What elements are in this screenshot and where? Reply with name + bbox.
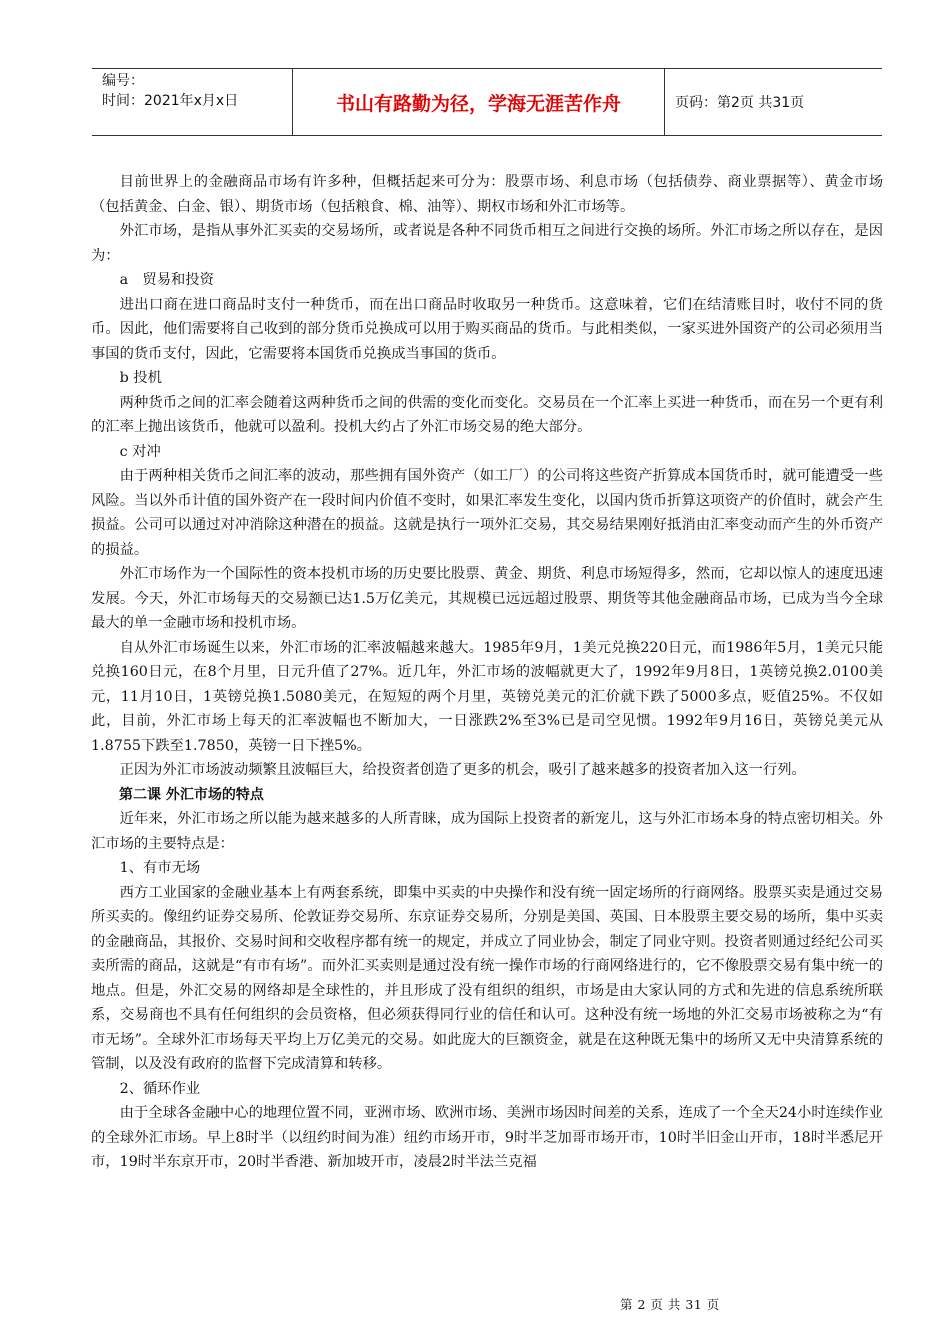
paragraph: 西方工业国家的金融业基本上有两套系统，即集中买卖的中央操作和没有统一固定场所的行商网络。股票买卖是通过交易所买卖的。像纽约证券交易所、伦敦证券交易所、东京证券交易所，分别是美国、英国、日本股票主要交易的场所，集中买卖的金融商品，其报价、交易时间和交收程序都有统一的规定，并成立了同业协会，制定了同业守则。投资者则通过经纪公司买卖所需的商品，这就是“有市有场”。而外汇买卖则是通过没有统一操作市场的行商网络进行的，它不像股票交易有集中统一的地点。但是，外汇交易的网络却是全球性的，并且形成了没有组织的组织，市场是由大家认同的方式和先进的信息系统所联系，交易商也不具有任何组织的会员资格，但必须获得同行业的信任和认可。这种没有统一场地的外汇交易市场被称之为“有市无场”。全球外汇市场每天平均上万亿美元的交易。如此庞大的巨额资金，就是在这种既无集中的场所又无中央清算系统的管制，以及没有政府的监督下完成清算和转移。 [91, 884, 883, 1072]
subsection-label: 1、有市无场 [119, 860, 201, 876]
page-footer: 第 2 页 共 31 页 [620, 1297, 720, 1312]
header-meta [92, 69, 292, 135]
paragraph: 进出口商在进口商品时支付一种货币，而在出口商品时收取另一种货币。这意味着，它们在结清账目时，收付不同的货币。因此，他们需要将自己收到的部分货币兑换成可以用于购买商品的货币。与此相类似，一家买进外国资产的公司必须用当事国的货币支付，因此，它需要将本国货币兑换成当事国的货币。 [91, 296, 883, 362]
paragraph: 外汇市场作为一个国际性的资本投机市场的历史要比股票、黄金、期货、利息市场短得多，然而，它却以惊人的速度迅速发展。今天，外汇市场每天的交易额已达1.5万亿美元，其规模已远远超过股票、期货等其他金融商品市场，已成为当今全球最大的单一金融市场和投机市场。 [91, 566, 883, 631]
paragraph: 由于两种相关货币之间汇率的波动，那些拥有国外资产（如工厂）的公司将这些资产折算成本国货币时，就可能遭受一些风险。当以外币计值的国外资产在一段时间内价值不变时，如果汇率发生变化，以国内货币折算这项资产的价值时，就会产生损益。公司可以通过对冲消除这种潜在的损益。这就是执行一项外汇交易，其交易结果刚好抵消由汇率变动而产生的外币资产的损益。 [91, 468, 883, 558]
subsection-label: 2、循环作业 [119, 1080, 201, 1097]
document-body [91, 170, 883, 1175]
number-label: 编号： [102, 73, 144, 89]
lesson-heading: 第二课 外汇市场的特点 [119, 786, 264, 803]
subsection-label: b 投机 [119, 370, 162, 386]
paragraph: 自从外汇市场诞生以来，外汇市场的汇率波幅越来越大。1985年9月，1美元兑换220日元，而1986年5月，1美元只能兑换160日元，在8个月里，日元升值了27%。近几年，外汇市场的波幅就更大了，1992年9月8日，1英镑兑换2.0100美元，11月10日，1英镑兑换1.5080美元，在短短的两个月里，英镑兑美元的汇价就下跌了5000多点，贬值25%。不仅如此，目前，外汇市场上每天的汇率波幅也不断加大，一日涨跌2%至3%已是司空见惯。1992年9月16日，英镑兑美元从1.8755下跌至1.7850，英镑一日下挫5%。 [91, 639, 883, 754]
header-page-info: 页码：第2页 共31页 [675, 95, 805, 111]
paragraph: 近年来，外汇市场之所以能为越来越多的人所青睐，成为国际上投资者的新宠儿，这与外汇市场本身的特点密切相关。外汇市场的主要特点是： [91, 811, 883, 852]
paragraph: 目前世界上的金融商品市场有许多种，但概括起来可分为：股票市场、利息市场（包括债券、商业票据等）、黄金市场（包括黄金、白金、银）、期货市场（包括粮食、棉、油等）、期权市场和外汇市场等。 [91, 174, 883, 215]
paragraph: 正因为外汇市场波动频繁且波幅巨大，给投资者创造了更多的机会，吸引了越来越多的投资者加入这一行列。 [119, 762, 806, 778]
header-motto: 书山有路勤为径，学海无涯苦作舟 [292, 69, 665, 135]
subsection-label: c 对冲 [119, 443, 161, 460]
time-label: 时间：2021年x月x日 [102, 93, 239, 109]
paragraph: 两种货币之间的汇率会随着这两种货币之间的供需的变化而变化。交易员在一个汇率上买进一种货币，而在另一个更有利的汇率上抛出该货币，他就可以盈利。投机大约占了外汇市场交易的绝大部分。 [91, 394, 883, 435]
paragraph: 外汇市场，是指从事外汇买卖的交易场所，或者说是各种不同货币相互之间进行交换的场所。外汇市场之所以存在，是因为： [91, 223, 883, 264]
document-header [92, 68, 882, 136]
subsection-label: a 贸易和投资 [119, 272, 214, 288]
paragraph: 由于全球各金融中心的地理位置不同，亚洲市场、欧洲市场、美洲市场因时间差的关系，连成了一个全天24小时连续作业的全球外汇市场。早上8时半（以纽约时间为准）纽约市场开市，9时半芝加哥市场开市，10时半旧金山开市，18时半悉尼开市，19时半东京开市，20时半香港、新加坡开市，凌晨2时半法兰克福 [91, 1105, 883, 1170]
